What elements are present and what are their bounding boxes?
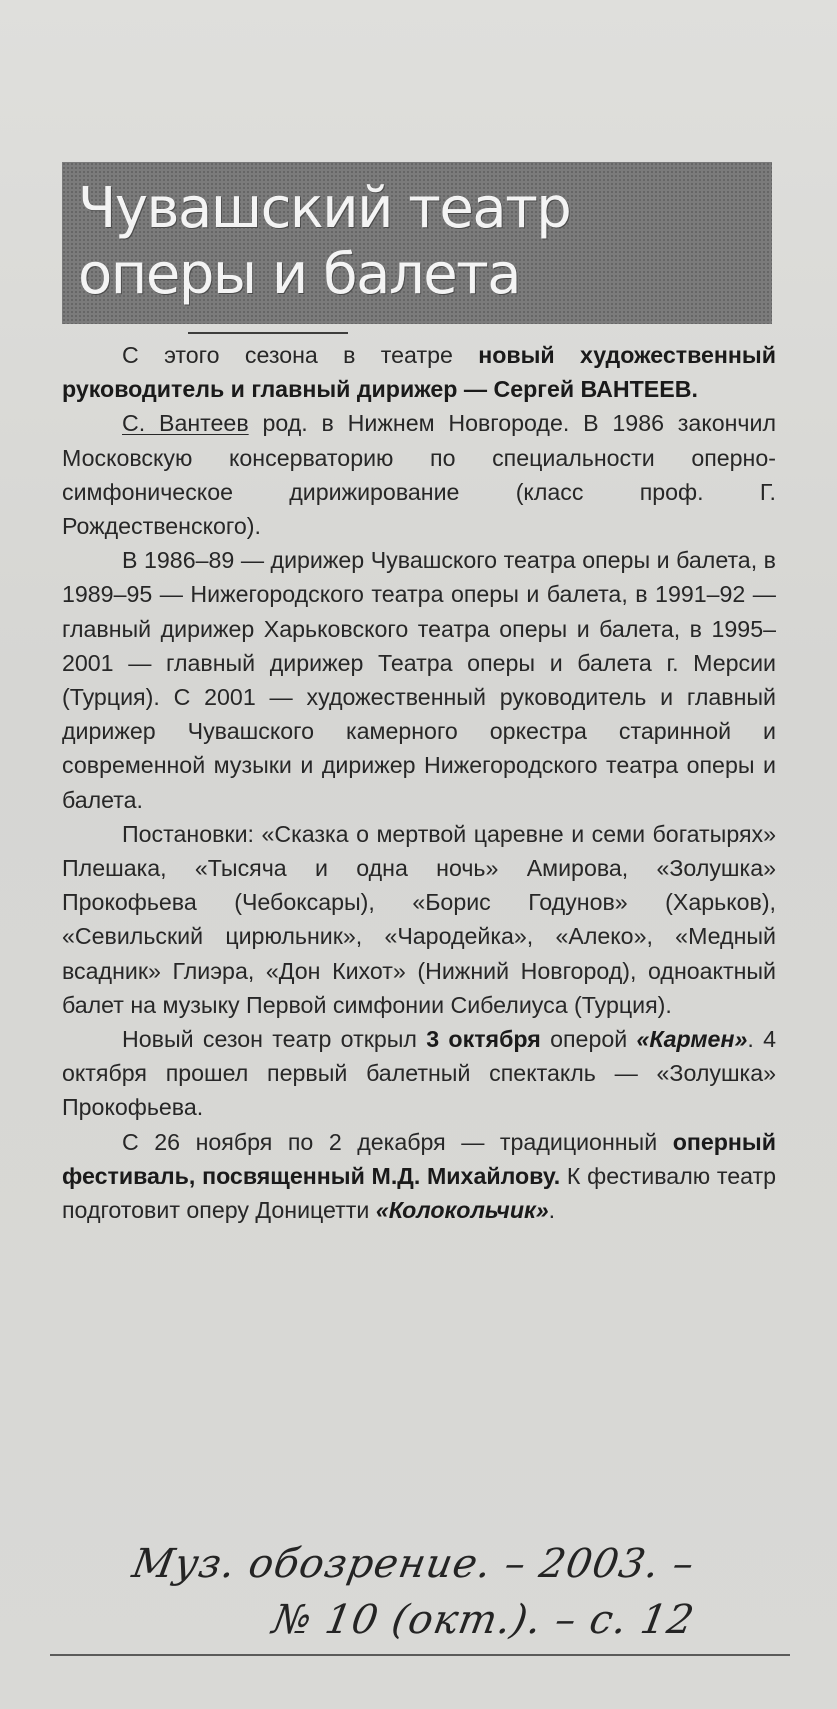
season-text-1: Новый сезон театр открыл (122, 1026, 427, 1053)
paragraph-festival (62, 1125, 776, 1228)
conductor-name: С. Вантеев (122, 410, 249, 437)
bio-text: род. в Нижнем Новгороде. В 1986 закончил Московскую консерваторию по специальности оперно-симфоническое дирижирование (класс проф. Г. Рождественского). (62, 410, 776, 540)
clipping (40, 140, 800, 1660)
handwritten-source-note (118, 1536, 768, 1648)
paragraph-bio (62, 406, 776, 543)
paragraph-productions: Постановки: «Сказка о мертвой царевне и семи богатырях» Плешака, «Тысяча и одна ночь» Амирова, «Золушка» Прокофьева (Чебоксары), «Борис Годунов» (Харьков), «Севильский цирюльник», «Чародейка», «Алеко», «Медный всадник» Глиэра, «Дон Кихот» (Нижний Новгород), одноактный балет на музыку Первой симфонии Сибелиуса (Турция). (62, 820, 776, 1018)
headline-box (62, 162, 772, 324)
festival-opera-title: «Колокольчик» (375, 1197, 549, 1224)
source-note-line-1: Муз. обозрение. – 2003. – (128, 1541, 699, 1587)
bottom-rule (50, 1654, 790, 1656)
festival-text-2: К фестивалю театр подготовит оперу Доницетти (62, 1162, 776, 1224)
headline-underline-rule (188, 332, 348, 334)
festival-text-3: . (548, 1197, 556, 1224)
festival-text-1: С 26 ноября по 2 декабря — традиционный (122, 1128, 673, 1155)
season-text-2: оперой (540, 1026, 637, 1053)
paragraph-intro (62, 338, 776, 406)
headline-title: Чувашский театр оперы и балета (78, 176, 571, 307)
article-body (62, 338, 776, 1227)
paragraph-career: В 1986–89 — дирижер Чувашского театра оперы и балета, в 1989–95 — Нижегородского театра оперы и балета, в 1991–92 — главный дирижер Харьковского театра оперы и балета, в 1995–2001 — главный дирижер Театра оперы и балета г. Мерсии (Турция). С 2001 — художественный руководитель и главный дирижер Чувашского камерного оркестра старинной и современной музыки и дирижер Нижегородского театра оперы и балета. (62, 547, 776, 813)
season-text-3: . 4 октября прошел первый балетный спектакль — «Золушка» Прокофьева. (62, 1026, 776, 1121)
season-opera-title: «Кармен» (636, 1026, 748, 1053)
intro-text: С этого сезона в театре (122, 342, 479, 368)
season-date: 3 октября (426, 1026, 541, 1053)
festival-title: оперный фестиваль, посвященный М.Д. Михайлову. (62, 1128, 776, 1189)
source-note-line-2: № 10 (окт.). – с. 12 (269, 1597, 699, 1643)
intro-bold: новый художественный руководитель и главный дирижер — Сергей ВАНТЕЕВ. (62, 342, 776, 403)
paragraph-season (62, 1022, 776, 1125)
